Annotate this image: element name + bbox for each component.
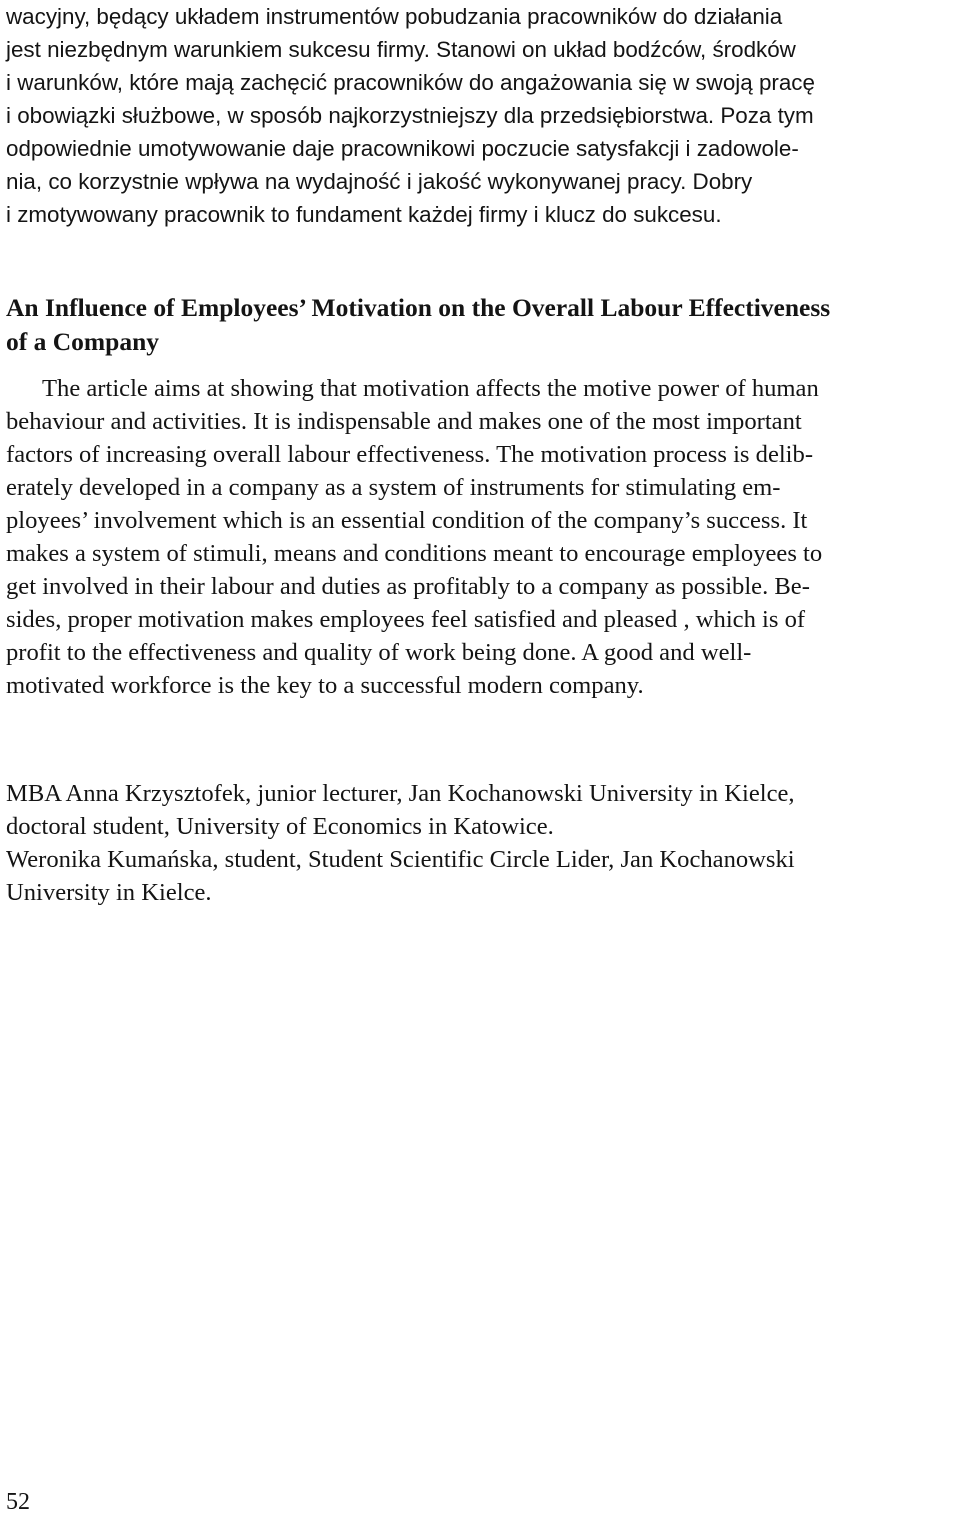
text-line: odpowiednie umotywowanie daje pracownikowi poczucie satysfakcji i zadowole-: [6, 136, 799, 161]
author-affiliations: [6, 777, 956, 909]
text-line: i zmotywowany pracownik to fundament każdej firmy i klucz do sukcesu.: [6, 202, 722, 227]
author-line: Weronika Kumańska, student, Student Scientific Circle Lider, Jan Kochanowski: [6, 846, 795, 873]
text-line: i obowiązki służbowe, w sposób najkorzystniejszy dla przedsiębiorstwa. Poza tym: [6, 103, 814, 128]
text-line: ployees’ involvement which is an essential condition of the company’s success. It: [6, 507, 808, 534]
text-line: erately developed in a company as a system of instruments for stimulating em-: [6, 474, 781, 501]
author-line: doctoral student, University of Economics in Katowice.: [6, 813, 554, 840]
text-line: i warunków, które mają zachęcić pracowników do angażowania się w swoją pracę: [6, 70, 815, 95]
author-line: University in Kielce.: [6, 879, 212, 906]
english-abstract-paragraph: [6, 372, 956, 702]
author-line: MBA Anna Krzysztofek, junior lecturer, Jan Kochanowski University in Kielce,: [6, 780, 795, 807]
text-line: factors of increasing overall labour effectiveness. The motivation process is delib-: [6, 441, 814, 468]
text-line: wacyjny, będący układem instrumentów pobudzania pracowników do działania: [6, 4, 783, 29]
text-line: profit to the effectiveness and quality of work being done. A good and well-: [6, 639, 752, 666]
title-line: of a Company: [6, 327, 160, 356]
text-line: jest niezbędnym warunkiem sukcesu firmy. Stanowi on układ bodźców, środków: [6, 37, 796, 62]
text-line: The article aims at showing that motivation affects the motive power of human: [42, 375, 819, 402]
text-line: nia, co korzystnie wpływa na wydajność i jakość wykonywanej pracy. Dobry: [6, 169, 753, 194]
article-title: [6, 291, 956, 359]
title-line: An Influence of Employees’ Motivation on the Overall Labour Effectiveness: [6, 293, 831, 322]
text-line: motivated workforce is the key to a successful modern company.: [6, 672, 644, 699]
page-number: 52: [6, 1489, 30, 1515]
text-line: get involved in their labour and duties as profitably to a company as possible. Be-: [6, 573, 810, 600]
text-line: makes a system of stimuli, means and conditions meant to encourage employees to: [6, 540, 823, 567]
polish-summary-paragraph: [6, 0, 956, 231]
text-line: behaviour and activities. It is indispensable and makes one of the most important: [6, 408, 802, 435]
text-line: sides, proper motivation makes employees feel satisfied and pleased , which is of: [6, 606, 806, 633]
